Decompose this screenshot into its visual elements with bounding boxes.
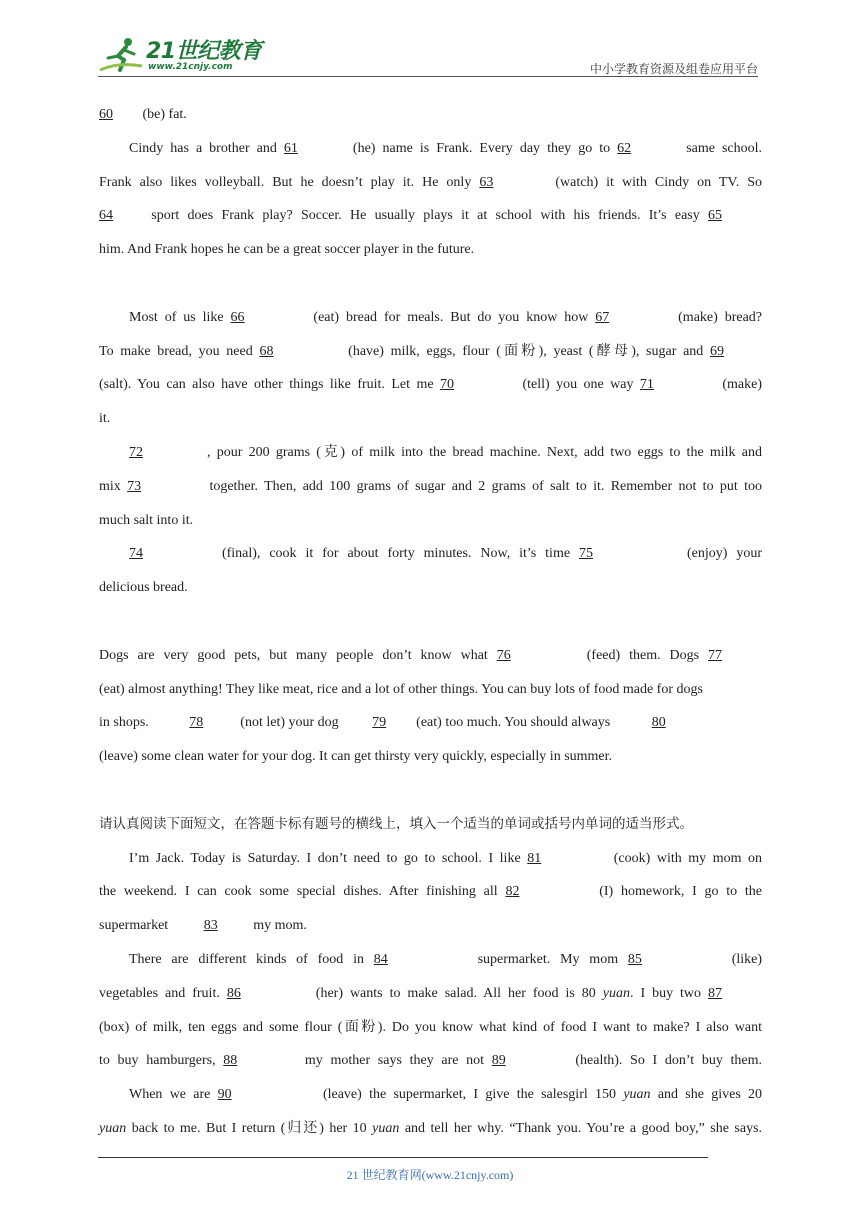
text-line bbox=[99, 571, 762, 605]
blank-77: 77 bbox=[708, 647, 723, 663]
text-line bbox=[99, 335, 762, 369]
blank-84: 84 bbox=[373, 951, 388, 967]
text-segment: (make) bread? bbox=[678, 309, 762, 325]
blank-86: 86 bbox=[226, 985, 241, 1001]
text-segment: him. And Frank hopes he can be a great soccer player in the future. bbox=[99, 242, 475, 258]
blank-87: 87 bbox=[708, 985, 723, 1001]
blank-60: 60 bbox=[99, 107, 113, 122]
text-segment: delicious bread. bbox=[99, 580, 188, 596]
text-line bbox=[99, 301, 762, 335]
logo-text: 21世纪教育 bbox=[146, 39, 262, 64]
text-segment: supermarket. My mom bbox=[477, 951, 619, 967]
text-segment: (eat) too much. You should always bbox=[416, 715, 611, 731]
text-segment: and she gives 20 bbox=[657, 1087, 763, 1103]
text-line bbox=[99, 1112, 762, 1146]
text-line bbox=[99, 639, 762, 673]
text-line bbox=[99, 673, 762, 707]
blank-66: 66 bbox=[230, 309, 245, 325]
text-segment: (like) bbox=[731, 951, 763, 967]
text-segment: (make) bbox=[722, 377, 763, 393]
text-segment: mix bbox=[99, 478, 121, 494]
text-segment: (I) homework, I go to the bbox=[599, 884, 763, 900]
text-segment: (final), cook it for about forty minutes. Now, it’s time bbox=[221, 546, 571, 562]
text-segment: I’m Jack. Today is Saturday. I don’t need to go to school. I like bbox=[129, 850, 521, 866]
text-segment: (cook) with my mom on bbox=[613, 850, 763, 866]
text-segment: (enjoy) your bbox=[687, 546, 763, 562]
blank-74: 74 bbox=[129, 546, 143, 562]
blank-80: 80 bbox=[651, 715, 666, 731]
text-segment: my mom. bbox=[253, 918, 307, 934]
text-segment: yuan bbox=[99, 1120, 127, 1136]
blank-82: 82 bbox=[505, 884, 520, 900]
text-line bbox=[99, 504, 762, 538]
blank-90: 90 bbox=[217, 1087, 232, 1103]
text-segment: the weekend. I can cook some special dishes. After finishing all bbox=[99, 884, 498, 900]
paragraph-gap bbox=[99, 605, 762, 639]
blank-73: 73 bbox=[127, 478, 142, 494]
text-segment: yuan bbox=[602, 985, 630, 1001]
paragraph-gap bbox=[99, 774, 762, 808]
text-segment: To make bread, you need bbox=[99, 343, 253, 359]
text-line bbox=[99, 909, 762, 943]
text-line bbox=[99, 943, 762, 977]
text-segment: (health). So I don’t buy them. bbox=[575, 1053, 762, 1069]
text-segment: Dogs are very good pets, but many people don’t know what bbox=[99, 647, 488, 663]
text-line bbox=[99, 842, 762, 876]
page-header bbox=[98, 30, 758, 78]
text-segment: (box) of milk, ten eggs and some flour (面粉). Do you know what kind of food I want to make? I also want bbox=[99, 1019, 762, 1035]
text-segment: (be) fat. bbox=[142, 107, 187, 122]
blank-72: 72 bbox=[129, 444, 143, 460]
text-segment: (leave) the supermarket, I give the salesgirl 150 bbox=[322, 1087, 617, 1103]
text-line bbox=[99, 436, 762, 470]
text-segment: and tell her why. “Thank you. You’re a good boy,” she says. bbox=[404, 1120, 763, 1136]
text-line bbox=[99, 1011, 762, 1045]
text-line bbox=[99, 875, 762, 909]
footer-text: 21 世纪教育网(www.21cnjy.com) bbox=[346, 1168, 514, 1182]
text-line bbox=[99, 740, 762, 774]
text-line bbox=[99, 368, 762, 402]
text-segment: (her) wants to make salad. All her food is 80 bbox=[315, 985, 596, 1001]
text-segment: Most of us like bbox=[129, 309, 224, 325]
blank-76: 76 bbox=[496, 647, 511, 663]
blank-63: 63 bbox=[479, 174, 494, 190]
text-line bbox=[99, 166, 762, 200]
text-line bbox=[99, 402, 762, 436]
text-line bbox=[99, 1044, 762, 1078]
text-segment: There are different kinds of food in bbox=[129, 951, 364, 967]
text-line bbox=[99, 470, 762, 504]
blank-89: 89 bbox=[491, 1053, 506, 1069]
text-segment: to buy hamburgers, bbox=[99, 1053, 216, 1069]
blank-68: 68 bbox=[259, 343, 274, 359]
logo bbox=[98, 34, 268, 74]
header-divider bbox=[98, 76, 758, 77]
text-segment: (have) milk, eggs, flour (面粉), yeast (酵母), sugar and bbox=[348, 343, 704, 359]
text-segment: (he) name is Frank. Every day they go to bbox=[352, 140, 611, 156]
instruction-text: 请认真阅读下面短文，在答题卡标有题号的横线上，填入一个适当的单词或括号内单词的适当形式。 bbox=[99, 815, 693, 832]
footer-divider bbox=[98, 1157, 708, 1158]
text-segment: it. bbox=[99, 411, 111, 427]
text-segment: together. Then, add 100 grams of sugar and 2 grams of salt to it. Remember not to put too bbox=[209, 478, 763, 494]
blank-61: 61 bbox=[283, 140, 298, 156]
text-line bbox=[99, 706, 762, 740]
text-line bbox=[99, 98, 762, 132]
text-segment: much salt into it. bbox=[99, 512, 194, 528]
blank-79: 79 bbox=[372, 715, 387, 731]
text-segment: (eat) almost anything! They like meat, rice and a lot of other things. You can buy lots of food made for dogs bbox=[99, 681, 703, 697]
blank-78: 78 bbox=[189, 715, 204, 731]
text-segment: same school. bbox=[686, 140, 763, 156]
text-segment: yuan bbox=[372, 1120, 400, 1136]
text-segment: (leave) some clean water for your dog. It can get thirsty very quickly, especially in summer. bbox=[99, 749, 613, 765]
text-line bbox=[99, 537, 762, 571]
text-segment: sport does Frank play? Soccer. He usually plays it at school with his friends. It’s easy bbox=[151, 208, 700, 224]
document-body bbox=[99, 98, 762, 1146]
blank-71: 71 bbox=[639, 377, 654, 393]
blank-81: 81 bbox=[527, 850, 542, 866]
text-segment: (tell) you one way bbox=[522, 377, 634, 393]
platform-name: 中小学教育资源及组卷应用平台 bbox=[589, 62, 758, 76]
logo-url: www.21cnjy.com bbox=[148, 62, 233, 72]
blank-69: 69 bbox=[710, 343, 725, 359]
text-segment: back to me. But I return (归还) her 10 bbox=[131, 1120, 367, 1136]
blank-75: 75 bbox=[579, 546, 593, 562]
text-segment: . I buy two bbox=[629, 985, 702, 1001]
blank-70: 70 bbox=[440, 377, 454, 393]
text-segment: yuan bbox=[623, 1087, 651, 1103]
blank-62: 62 bbox=[617, 140, 632, 156]
instruction-line bbox=[99, 808, 762, 842]
text-segment: When we are bbox=[129, 1087, 211, 1103]
text-segment: (salt). You can also have other things like fruit. Let me bbox=[99, 377, 434, 393]
text-segment: , pour 200 grams (克) of milk into the bread machine. Next, add two eggs to the milk and bbox=[207, 444, 762, 460]
text-line bbox=[99, 233, 762, 267]
text-line bbox=[99, 1078, 762, 1112]
text-line bbox=[99, 132, 762, 166]
blank-85: 85 bbox=[627, 951, 642, 967]
blank-83: 83 bbox=[203, 918, 218, 934]
text-line bbox=[99, 199, 762, 233]
text-segment: (not let) your dog bbox=[240, 715, 339, 731]
text-segment: my mother says they are not bbox=[304, 1053, 485, 1069]
text-segment: Cindy has a brother and bbox=[129, 140, 277, 156]
runner-logo-icon bbox=[98, 36, 144, 74]
blank-64: 64 bbox=[99, 208, 113, 224]
text-segment: (watch) it with Cindy on TV. So bbox=[555, 174, 763, 190]
paragraph-gap bbox=[99, 267, 762, 301]
text-segment: in shops. bbox=[99, 715, 149, 731]
blank-65: 65 bbox=[708, 208, 722, 224]
text-segment: (eat) bread for meals. But do you know how bbox=[313, 309, 589, 325]
text-segment: Frank also likes volleyball. But he doesn’t play it. He only bbox=[99, 174, 472, 190]
text-line bbox=[99, 977, 762, 1011]
text-segment: vegetables and fruit. bbox=[99, 985, 220, 1001]
text-segment: (feed) them. Dogs bbox=[586, 647, 700, 663]
blank-67: 67 bbox=[595, 309, 610, 325]
text-segment: supermarket bbox=[99, 918, 169, 934]
blank-88: 88 bbox=[223, 1053, 238, 1069]
